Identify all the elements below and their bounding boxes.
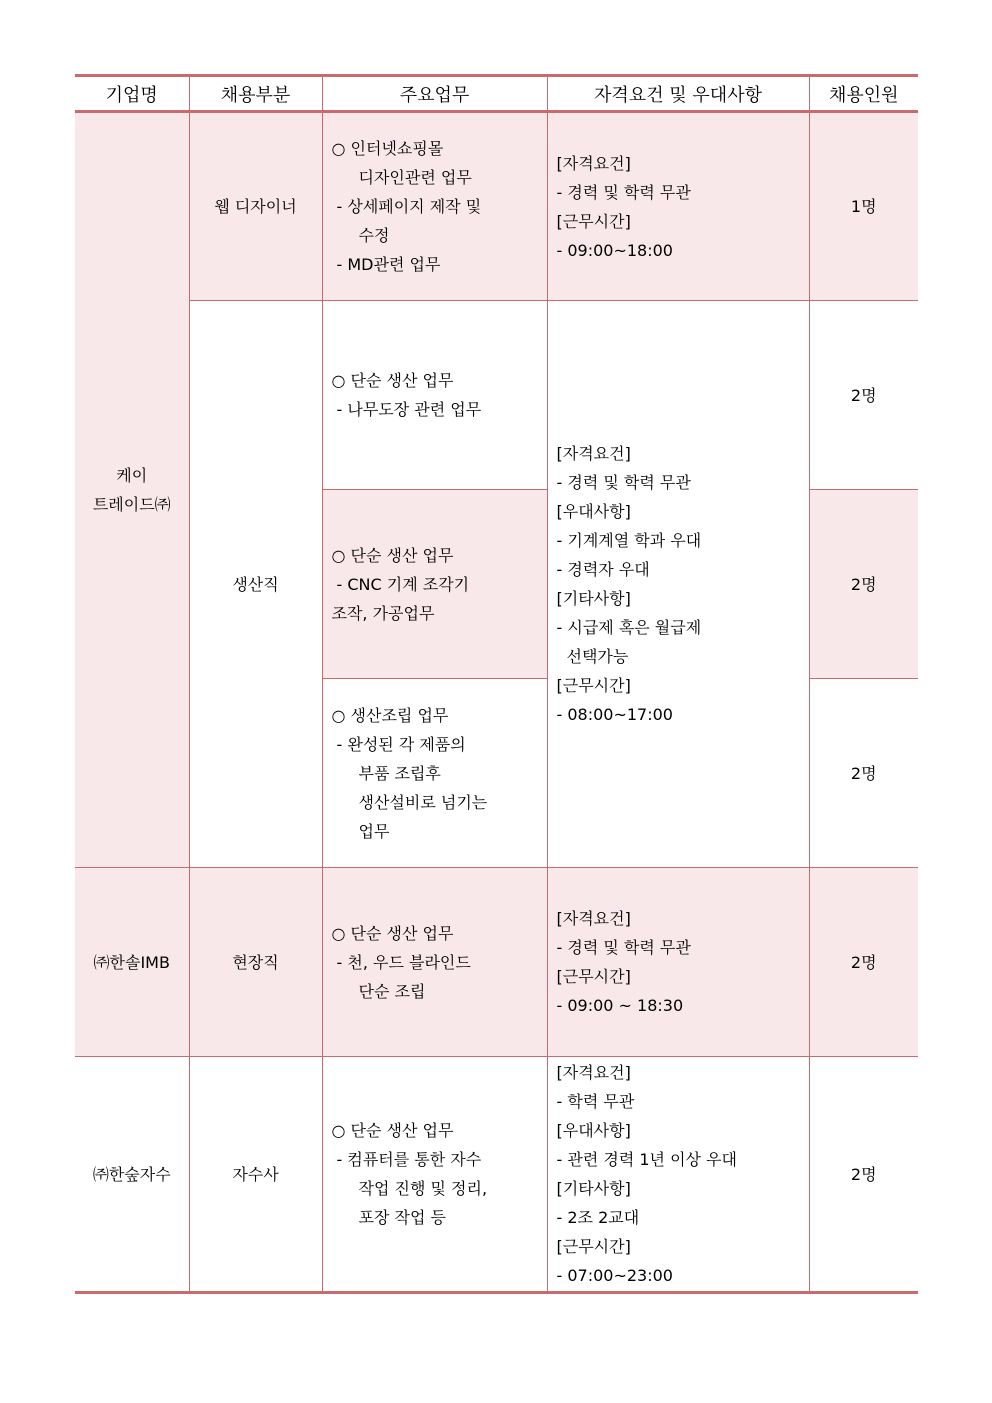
duty-line: 작업 진행 및 정리, bbox=[358, 1179, 488, 1198]
req-line: - 경력 및 학력 무관 bbox=[556, 938, 691, 957]
duty-line: 업무 bbox=[358, 821, 390, 841]
req-line: - 학력 무관 bbox=[556, 1092, 635, 1111]
headcount-cell: 1명 bbox=[809, 112, 918, 301]
category-cell: 생산직 bbox=[189, 301, 322, 868]
req-line: [근무시간] bbox=[556, 967, 631, 986]
req-line: [우대사항] bbox=[556, 1121, 631, 1140]
requirements-cell bbox=[547, 112, 809, 301]
duty-line: 디자인관련 업무 bbox=[358, 168, 472, 187]
req-line: [자격요건] bbox=[556, 909, 631, 928]
req-line: [기타사항] bbox=[556, 1179, 631, 1198]
req-line: - 관련 경력 1년 이상 우대 bbox=[556, 1150, 737, 1169]
duty-line: - MD관련 업무 bbox=[336, 255, 441, 274]
req-line: [근무시간] bbox=[556, 1237, 631, 1256]
req-line: [근무시간] bbox=[556, 211, 631, 231]
req-line: - 07:00~23:00 bbox=[556, 1266, 673, 1285]
duty-line: 수정 bbox=[358, 226, 390, 245]
duty-line: ○ 단순 생산 업무 bbox=[331, 1121, 454, 1140]
duty-line: ○ 단순 생산 업무 bbox=[331, 545, 454, 565]
duty-line: ○ 인터넷쇼핑몰 bbox=[331, 139, 444, 158]
duty-line: - 완성된 각 제품의 bbox=[336, 734, 466, 754]
requirements-cell bbox=[547, 1057, 809, 1293]
category-cell: 자수사 bbox=[189, 1057, 322, 1293]
duties-cell bbox=[322, 490, 547, 679]
req-line: - 09:00~18:00 bbox=[556, 240, 673, 260]
req-line: 선택가능 bbox=[566, 647, 629, 666]
table-row bbox=[75, 112, 918, 301]
header-requirements: 자격요건 및 우대사항 bbox=[547, 76, 809, 112]
req-line: - 09:00 ~ 18:30 bbox=[556, 996, 684, 1015]
requirements-cell bbox=[547, 868, 809, 1057]
job-listing-table bbox=[75, 74, 918, 1294]
duty-line: 생산설비로 넘기는 bbox=[358, 792, 488, 812]
headcount-cell: 2명 bbox=[809, 301, 918, 490]
category-cell: 현장직 bbox=[189, 868, 322, 1057]
req-line: [기타사항] bbox=[556, 589, 631, 608]
table-row bbox=[75, 868, 918, 1057]
duties-cell bbox=[322, 679, 547, 868]
req-line: - 경력 및 학력 무관 bbox=[556, 473, 691, 492]
duty-line: - CNC 기계 조각기 bbox=[336, 574, 470, 594]
req-line: [자격요건] bbox=[556, 444, 631, 463]
headcount-cell: 2명 bbox=[809, 490, 918, 679]
headcount-cell: 2명 bbox=[809, 868, 918, 1057]
duties-cell bbox=[322, 1057, 547, 1293]
company-name-line: 케이 bbox=[116, 466, 148, 485]
company-cell: ㈜한숲자수 bbox=[75, 1057, 189, 1293]
duty-line: - 컴퓨터를 통한 자수 bbox=[336, 1150, 482, 1169]
header-category: 채용부분 bbox=[189, 76, 322, 112]
category-cell: 웹 디자이너 bbox=[189, 112, 322, 301]
req-line: - 2조 2교대 bbox=[556, 1208, 640, 1227]
req-line: - 기계계열 학과 우대 bbox=[556, 531, 702, 550]
headcount-cell: 2명 bbox=[809, 679, 918, 868]
duty-line: ○ 단순 생산 업무 bbox=[331, 371, 454, 390]
req-line: [근무시간] bbox=[556, 676, 631, 695]
duty-line: - 천, 우드 블라인드 bbox=[336, 952, 471, 972]
req-line: [자격요건] bbox=[556, 153, 631, 173]
duty-line: ○ 생산조립 업무 bbox=[331, 705, 449, 725]
header-company: 기업명 bbox=[75, 76, 189, 112]
table-row bbox=[75, 301, 918, 490]
headcount-cell: 2명 bbox=[809, 1057, 918, 1293]
req-line: - 경력 및 학력 무관 bbox=[556, 182, 691, 202]
req-line: [우대사항] bbox=[556, 502, 631, 521]
duties-cell bbox=[322, 868, 547, 1057]
duties-cell bbox=[322, 301, 547, 490]
company-name-line: 트레이드㈜ bbox=[92, 495, 171, 514]
duty-line: 단순 조립 bbox=[358, 981, 426, 1001]
company-cell: ㈜한솔IMB bbox=[75, 868, 189, 1057]
table-row bbox=[75, 1057, 918, 1293]
duty-line: - 상세페이지 제작 및 bbox=[336, 197, 482, 216]
duty-line: - 나무도장 관련 업무 bbox=[336, 400, 482, 419]
req-line: - 08:00~17:00 bbox=[556, 705, 673, 724]
req-line: [자격요건] bbox=[556, 1063, 631, 1082]
company-cell bbox=[75, 112, 189, 868]
header-headcount: 채용인원 bbox=[809, 76, 918, 112]
req-line: - 경력자 우대 bbox=[556, 560, 650, 579]
duty-line: 부품 조립후 bbox=[358, 763, 441, 783]
duty-line: ○ 단순 생산 업무 bbox=[331, 923, 454, 943]
requirements-cell bbox=[547, 301, 809, 868]
header-row bbox=[75, 76, 918, 112]
duty-line: 조작, 가공업무 bbox=[331, 603, 435, 623]
header-duties: 주요업무 bbox=[322, 76, 547, 112]
duty-line: 포장 작업 등 bbox=[358, 1208, 446, 1227]
duties-cell bbox=[322, 112, 547, 301]
req-line: - 시급제 혹은 월급제 bbox=[556, 618, 702, 637]
